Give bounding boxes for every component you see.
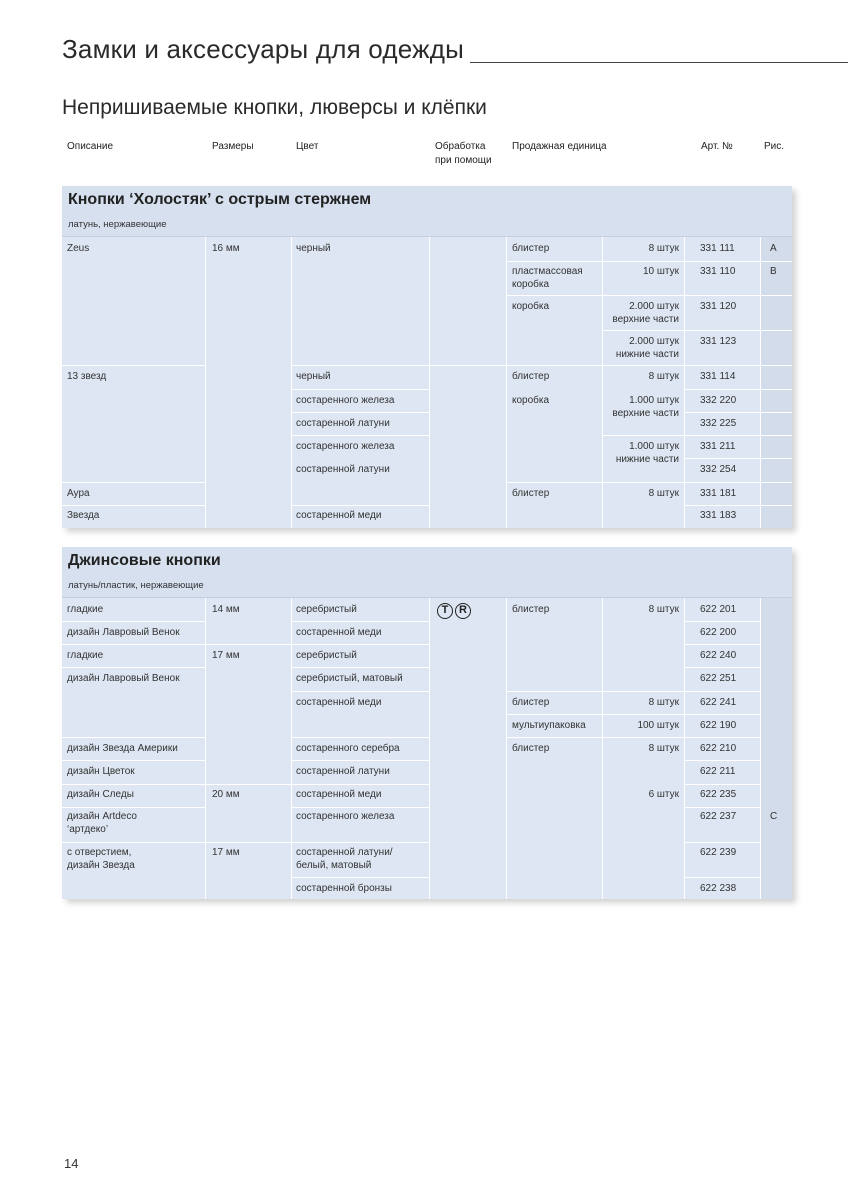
row-divider	[62, 807, 205, 808]
section-jeans-buttons	[62, 547, 792, 899]
col-divider	[291, 237, 292, 528]
page-subtitle: Непришиваемые кнопки, люверсы и клёпки	[62, 96, 487, 119]
column-header-color: Цвет	[296, 141, 319, 152]
row-divider	[684, 760, 760, 761]
description-cell: гладкие	[67, 604, 104, 615]
article-cell: 622 239	[700, 847, 737, 858]
col-divider	[506, 237, 507, 528]
description-cell: дизайн Лавровый Венок	[67, 673, 180, 684]
quantity-cell: 8 штук	[648, 604, 679, 615]
unit-cell: пластмассовая коробка	[512, 266, 583, 290]
color-cell: состаренного железа	[296, 395, 395, 406]
quantity-cell: 8 штук	[648, 697, 679, 708]
row-divider	[684, 458, 792, 459]
row-divider	[684, 621, 760, 622]
unit-cell: коробка	[512, 395, 550, 406]
col-divider	[429, 598, 430, 899]
col-divider	[205, 237, 206, 528]
color-cell: серебристый, матовый	[296, 673, 403, 684]
description-cell: дизайн Звезда Америки	[67, 743, 178, 754]
row-divider	[684, 644, 760, 645]
title-rule	[470, 62, 848, 63]
article-cell: 622 201	[700, 604, 737, 615]
article-cell: 622 241	[700, 697, 737, 708]
description-cell: Звезда	[67, 510, 100, 521]
column-header-processing: Обработка при помощи	[435, 141, 492, 166]
row-divider	[506, 295, 792, 296]
size-cell: 16 мм	[212, 243, 240, 254]
color-cell: состаренной меди	[296, 789, 382, 800]
description-cell: Zeus	[67, 243, 90, 254]
article-cell: 331 110	[700, 266, 736, 277]
row-divider	[602, 330, 792, 331]
tool-t-icon: T	[437, 603, 453, 619]
unit-cell: блистер	[512, 488, 550, 499]
unit-cell: блистер	[512, 743, 550, 754]
article-cell: 622 235	[700, 789, 737, 800]
quantity-cell: 8 штук	[648, 371, 679, 382]
color-cell: состаренного серебра	[296, 743, 400, 754]
row-divider	[62, 842, 429, 843]
size-cell: 17 мм	[212, 847, 240, 858]
section-header	[62, 547, 792, 598]
col-divider	[684, 237, 685, 528]
unit-cell: мультиупаковка	[512, 720, 586, 731]
page-title: Замки и аксессуары для одежды	[62, 34, 464, 64]
row-divider	[62, 644, 429, 645]
row-divider	[506, 261, 792, 262]
row-divider	[291, 760, 429, 761]
article-cell: 622 200	[700, 627, 737, 638]
row-divider	[62, 621, 205, 622]
description-cell: Аура	[67, 488, 90, 499]
row-divider	[291, 365, 792, 366]
row-divider	[62, 760, 205, 761]
row-divider	[684, 389, 792, 390]
figure-cell: A	[770, 243, 777, 254]
quantity-cell: 8 штук	[648, 488, 679, 499]
color-cell: состаренной меди	[296, 510, 382, 521]
description-cell: дизайн Artdeco ‘артдеко’	[67, 811, 137, 835]
row-divider	[291, 435, 429, 436]
column-header-figure: Рис.	[764, 141, 785, 152]
article-cell: 331 181	[700, 488, 737, 499]
row-divider	[291, 412, 429, 413]
row-divider	[291, 807, 429, 808]
row-divider	[684, 667, 760, 668]
color-cell: состаренной бронзы	[296, 883, 392, 894]
article-cell: 622 251	[700, 673, 737, 684]
color-cell: состаренного железа	[296, 811, 395, 822]
article-cell: 332 225	[700, 418, 737, 429]
col-divider	[506, 598, 507, 899]
color-cell: состаренной латуни	[296, 766, 390, 777]
row-divider	[291, 389, 429, 390]
article-cell: 332 220	[700, 395, 737, 406]
col-divider	[429, 237, 430, 528]
description-cell: дизайн Следы	[67, 789, 134, 800]
row-divider	[291, 621, 429, 622]
row-divider	[291, 737, 429, 738]
row-divider	[684, 807, 760, 808]
quantity-cell: 1.000 штук верхние части	[612, 395, 679, 419]
row-divider	[506, 691, 760, 692]
section-title: Джинсовые кнопки	[68, 552, 221, 569]
col-divider	[760, 237, 761, 528]
size-cell: 17 мм	[212, 650, 240, 661]
quantity-cell: 2.000 штук верхние части	[612, 301, 679, 325]
description-cell: дизайн Лавровый Венок	[67, 627, 180, 638]
row-divider	[62, 482, 205, 483]
color-cell: черный	[296, 371, 331, 382]
row-divider	[62, 505, 205, 506]
row-divider	[62, 667, 205, 668]
figure-column	[760, 237, 792, 528]
quantity-cell: 2.000 штук нижние части	[615, 336, 679, 360]
article-cell: 331 114	[700, 371, 736, 382]
figure-column	[760, 598, 792, 899]
row-divider	[506, 737, 760, 738]
figure-cell: C	[770, 811, 778, 822]
row-divider	[684, 877, 760, 878]
row-divider	[291, 691, 429, 692]
quantity-cell: 8 штук	[648, 243, 679, 254]
quantity-cell: 6 штук	[648, 789, 679, 800]
article-cell: 622 211	[700, 766, 736, 777]
section-title: Кнопки ‘Холостяк’ с острым стержнем	[68, 191, 372, 208]
figure-cell: B	[770, 266, 777, 277]
color-cell: состаренного железа	[296, 441, 395, 452]
description-cell: с отверстием, дизайн Звезда	[67, 847, 135, 871]
row-divider	[684, 505, 792, 506]
color-cell: черный	[296, 243, 331, 254]
row-divider	[62, 784, 429, 785]
unit-cell: блистер	[512, 243, 550, 254]
row-divider	[291, 667, 429, 668]
article-cell: 331 183	[700, 510, 737, 521]
article-cell: 622 237	[700, 811, 737, 822]
col-divider	[760, 598, 761, 899]
article-cell: 622 210	[700, 743, 737, 754]
column-header-sales-unit: Продажная единица	[512, 141, 607, 152]
row-divider	[684, 842, 760, 843]
quantity-cell: 100 штук	[637, 720, 679, 731]
tool-r-icon: R	[455, 603, 471, 619]
unit-cell: коробка	[512, 301, 550, 312]
article-cell: 331 111	[700, 243, 735, 254]
section-header	[62, 186, 792, 237]
row-divider	[62, 737, 205, 738]
article-cell: 331 120	[700, 301, 737, 312]
color-cell: состаренной латуни	[296, 464, 390, 475]
row-divider	[602, 435, 792, 436]
article-cell: 331 211	[700, 441, 736, 452]
article-cell: 622 240	[700, 650, 737, 661]
row-divider	[684, 784, 760, 785]
quantity-cell: 1.000 штук нижние части	[615, 441, 679, 465]
quantity-cell: 10 штук	[643, 266, 679, 277]
section-subtitle: латунь, нержавеющие	[68, 219, 167, 230]
color-cell: состаренной меди	[296, 697, 382, 708]
row-divider	[506, 482, 792, 483]
section-subtitle: латунь/пластик, нержавеющие	[68, 580, 204, 591]
color-cell: состаренной латуни/ белый, матовый	[296, 847, 393, 871]
row-divider	[291, 877, 429, 878]
column-header-article: Арт. №	[701, 141, 733, 152]
unit-cell: блистер	[512, 604, 550, 615]
size-cell: 14 мм	[212, 604, 240, 615]
row-divider	[291, 505, 429, 506]
row-divider	[684, 412, 792, 413]
row-divider	[62, 365, 205, 366]
description-cell: 13 звезд	[67, 371, 107, 382]
description-cell: гладкие	[67, 650, 104, 661]
article-cell: 622 190	[700, 720, 737, 731]
description-cell: дизайн Цветок	[67, 766, 135, 777]
page-number: 14	[64, 1156, 79, 1171]
article-cell: 331 123	[700, 336, 737, 347]
article-cell: 622 238	[700, 883, 737, 894]
unit-cell: блистер	[512, 371, 550, 382]
column-header-description: Описание	[67, 141, 114, 152]
article-cell: 332 254	[700, 464, 737, 475]
color-cell: серебристый	[296, 604, 357, 615]
color-cell: состаренной меди	[296, 627, 382, 638]
color-cell: состаренной латуни	[296, 418, 390, 429]
section-bachelor-buttons	[62, 186, 792, 528]
quantity-cell: 8 штук	[648, 743, 679, 754]
color-cell: серебристый	[296, 650, 357, 661]
size-cell: 20 мм	[212, 789, 240, 800]
unit-cell: блистер	[512, 697, 550, 708]
column-header-sizes: Размеры	[212, 141, 254, 152]
row-divider	[506, 714, 760, 715]
